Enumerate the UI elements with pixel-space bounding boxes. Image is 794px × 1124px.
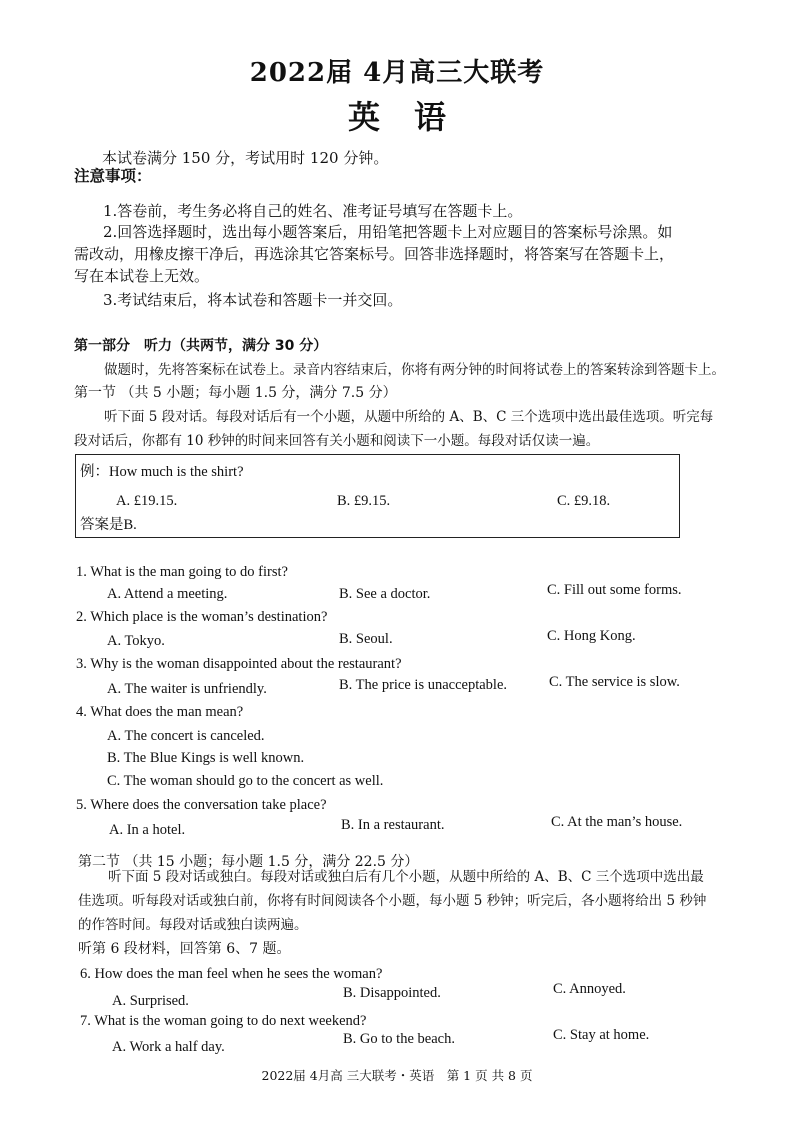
q1-option-b: B. See a doctor. [339, 586, 431, 602]
example-option-b: B. £9.15. [337, 493, 391, 509]
notice-2c: 写在本试卷上无效。 [74, 267, 210, 285]
notice-1: 1.答卷前，考生务必将自己的姓名、准考证号填写在答题卡上。 [103, 202, 523, 220]
q7-option-c: C. Stay at home. [553, 1027, 650, 1043]
q4-option-a: A. The concert is canceled. [107, 728, 265, 744]
q4-option-c: C. The woman should go to the concert as well. [107, 773, 384, 789]
q5-option-a: A. In a hotel. [109, 822, 186, 838]
q3-option-b: B. The price is unacceptable. [339, 677, 508, 693]
section2-heading: 第二节 （共 15 小题；每小题 1.5 分，满分 22.5 分） [78, 854, 419, 870]
notice-2a: 2.回答选择题时，选出每小题答案后，用铅笔把答题卡上对应题目的答案标号涂黑。如 [103, 223, 673, 241]
example-answer: 答案是B. [80, 517, 137, 533]
section2-instr-a: 听下面 5 段对话或独白。每段对话或独白后有几个小题，从题中所给的 A、B、C 三个选项中选出最 [108, 869, 704, 885]
section1-instr-a: 听下面 5 段对话。每段对话后有一个小题，从题中所给的 A、B、C 三个选项中选出最佳选项。听完每 [104, 409, 714, 425]
q1-option-c: C. Fill out some forms. [547, 582, 682, 598]
q2-option-c: C. Hong Kong. [547, 628, 636, 644]
q7-option-b: B. Go to the beach. [343, 1031, 455, 1047]
example-option-a: A. £19.15. [116, 493, 178, 509]
question-3: 3. Why is the woman disappointed about the restaurant? [76, 656, 402, 672]
q2-option-b: B. Seoul. [339, 631, 393, 647]
example-option-c: C. £9.18. [557, 493, 611, 509]
q5-option-c: C. At the man’s house. [551, 814, 683, 830]
question-2: 2. Which place is the woman’s destination? [76, 609, 328, 625]
q3-option-a: A. The waiter is unfriendly. [107, 681, 267, 697]
question-4: 4. What does the man mean? [76, 704, 244, 720]
question-7: 7. What is the woman going to do next weekend? [80, 1013, 367, 1029]
q5-option-b: B. In a restaurant. [341, 817, 445, 833]
question-1: 1. What is the man going to do first? [76, 564, 288, 580]
q2-option-a: A. Tokyo. [107, 633, 165, 649]
notice-title: 注意事项： [74, 167, 152, 185]
part1-heading: 第一部分 听力（共两节，满分 30 分） [74, 338, 328, 354]
q3-option-c: C. The service is slow. [549, 674, 680, 690]
question-6: 6. How does the man feel when he sees the woman? [80, 966, 383, 982]
part1-instruction: 做题时，先将答案标在试卷上。录音内容结束后，你将有两分钟的时间将试卷上的答案转涂到答题卡上。 [104, 362, 725, 378]
q1-option-a: A. Attend a meeting. [107, 586, 228, 602]
section1-instr-b: 段对话后，你都有 10 秒钟的时间来回答有关小题和阅读下一小题。每段对话仅读一遍。 [74, 433, 600, 449]
q6-option-a: A. Surprised. [112, 993, 189, 1009]
q7-option-a: A. Work a half day. [112, 1039, 225, 1055]
q6-option-b: B. Disappointed. [343, 985, 441, 1001]
question-5: 5. Where does the conversation take place? [76, 797, 327, 813]
section1-heading: 第一节 （共 5 小题；每小题 1.5 分，满分 7.5 分） [74, 385, 397, 401]
section2-instr-b: 佳选项。听每段对话或独白前，你将有时间阅读各个小题，每小题 5 秒钟；听完后，各小题将给出 5 秒钟 [78, 893, 707, 909]
q4-option-b: B. The Blue Kings is well known. [107, 750, 305, 766]
example-question: 例：How much is the shirt? [80, 464, 244, 480]
page-footer: 2022届 4月高 三大联考・英语 第 1 页 共 8 页 [261, 1068, 533, 1083]
notice-2b: 需改动，用橡皮擦干净后，再选涂其它答案标号。回答非选择题时，将答案写在答题卡上， [74, 245, 675, 263]
section2-material: 听第 6 段材料，回答第 6、7 题。 [78, 941, 291, 957]
section2-instr-c: 的作答时间。每段对话或独白读两遍。 [78, 917, 308, 933]
notice-3: 3.考试结束后，将本试卷和答题卡一并交回。 [103, 291, 403, 309]
exam-title: 2022届 4月高三大联考 [249, 58, 545, 88]
q6-option-c: C. Annoyed. [553, 981, 626, 997]
subject-title: 英语 [347, 98, 480, 136]
score-line: 本试卷满分 150 分，考试用时 120 分钟。 [102, 149, 389, 167]
